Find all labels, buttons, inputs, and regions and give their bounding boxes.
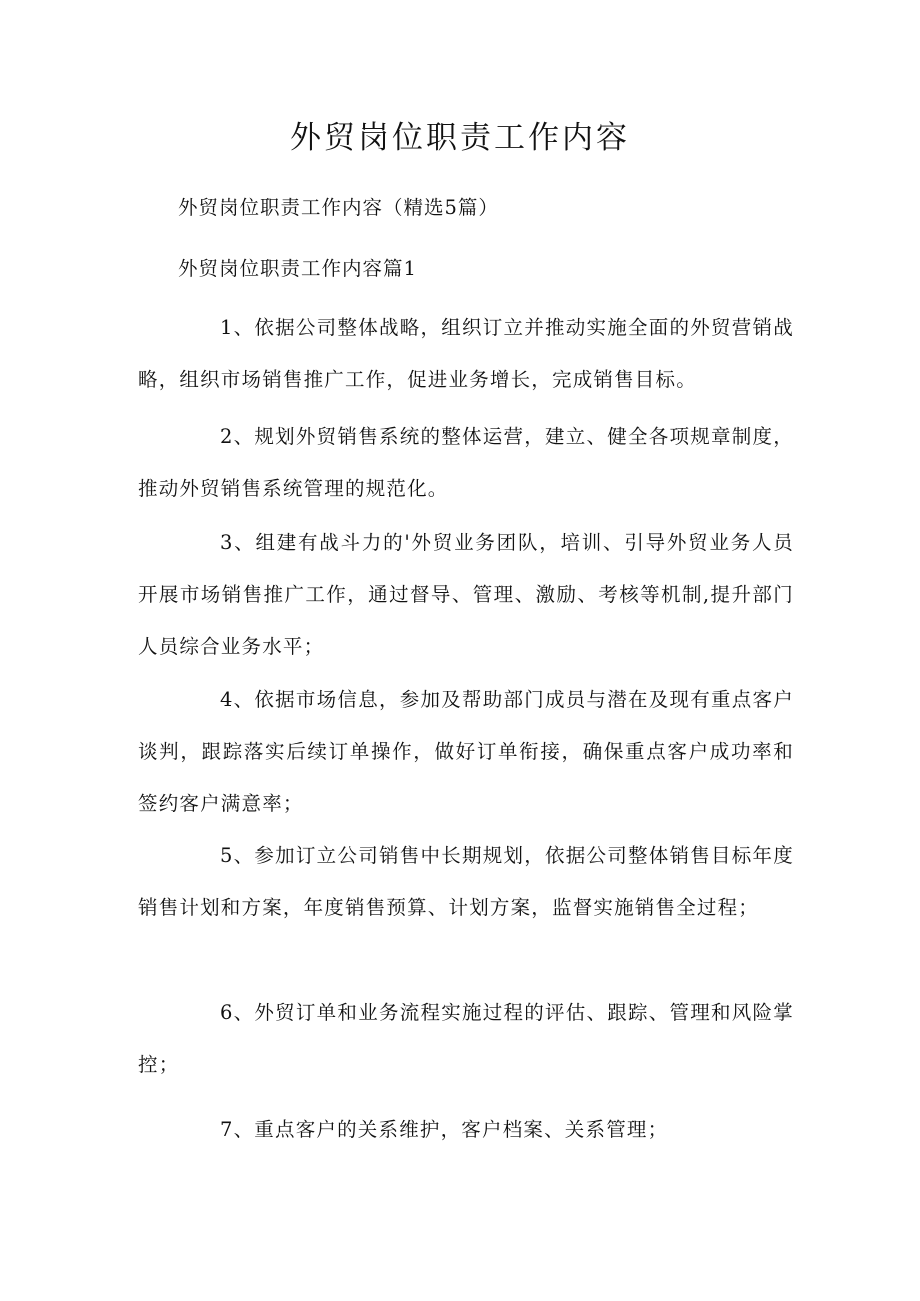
document-subtitle: 外贸岗位职责工作内容（精选5篇） [178, 196, 499, 219]
duty-paragraph-3: 3、组建有战斗力的'外贸业务团队，培训、引导外贸业务人员开展市场销售推广工作，通过督导、管理、激励、考核等机制,提升部门人员综合业务水平； [138, 531, 794, 658]
duty-paragraph-2: 2、规划外贸销售系统的整体运营，建立、健全各项规章制度，推动外贸销售系统管理的规范化。 [138, 425, 794, 500]
duty-paragraph-7: 7、重点客户的关系维护，客户档案、关系管理； [220, 1118, 669, 1141]
document-title: 外贸岗位职责工作内容 [290, 120, 630, 156]
duty-paragraph-1: 1、依据公司整体战略，组织订立并推动实施全面的外贸营销战略，组织市场销售推广工作，促进业务增长，完成销售目标。 [138, 316, 794, 391]
duty-paragraph-6: 6、外贸订单和业务流程实施过程的评估、跟踪、管理和风险掌控； [138, 1001, 794, 1076]
section-heading: 外贸岗位职责工作内容篇1 [178, 257, 417, 280]
duty-paragraph-4: 4、依据市场信息，参加及帮助部门成员与潜在及现有重点客户谈判，跟踪落实后续订单操作，做好订单衔接，确保重点客户成功率和签约客户满意率； [138, 688, 794, 815]
duty-paragraph-5: 5、参加订立公司销售中长期规划，依据公司整体销售目标年度销售计划和方案，年度销售预算、计划方案，监督实施销售全过程； [138, 844, 794, 919]
